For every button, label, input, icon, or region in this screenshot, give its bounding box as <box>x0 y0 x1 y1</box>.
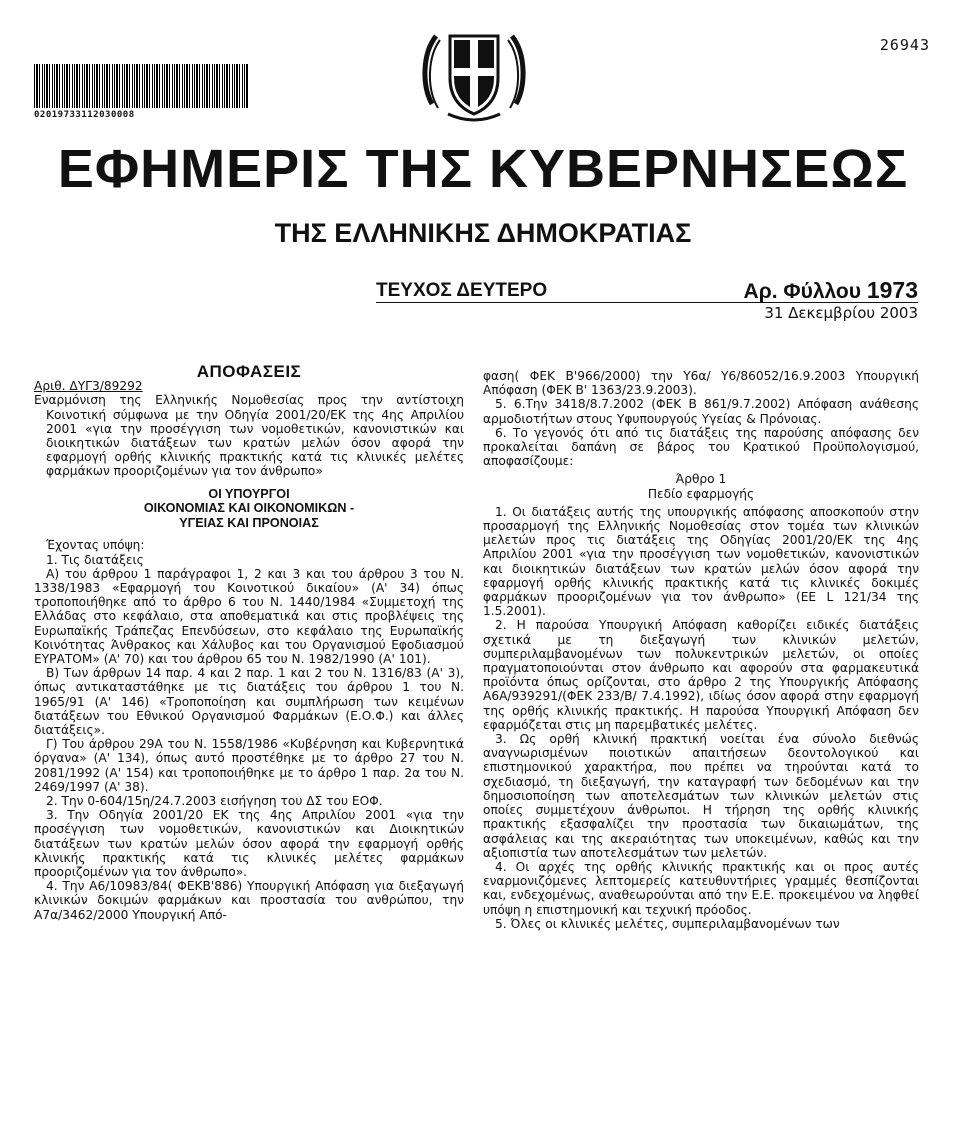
gazette-subtitle: ΤΗΣ ΕΛΛΗΝΙΚΗΣ ΔΗΜΟΚΡΑΤΙΑΣ <box>274 218 692 248</box>
paragraph: 5. Όλες οι κλινικές μελέτες, συμπεριλαμβανομένων των <box>495 916 840 931</box>
page-number: 26943 <box>879 36 930 54</box>
barcode-bars <box>34 64 248 108</box>
paragraph: 6. Το γεγονός ότι από τις διατάξεις της παρούσης απόφασης δεν προκαλείται δαπάνη σε βάρος του Κρατικού Προϋπολογισμού, αποφασίζουμε: <box>483 425 919 469</box>
ministers-heading <box>34 487 464 531</box>
sheet-number-value: 1973 <box>866 277 918 303</box>
decision-title: Εναρμόνιση της Ελληνικής Νομοθεσίας προς την αντίστοιχη Κοινοτική σύμφωνα με την Οδηγία 2001/20/ΕΚ της 4ης Απριλίου 2001 «για την προσέγγιση των νομοθετικών, κανονιστικών και διοικητικών διατάξεων των κρατών μελών όσον αφορά την εφαρμογή ορθής κλινικής πρακτικής κατά τις κλινικές μελέτες φαρμάκων προοριζομένων για τον άνθρωπο» <box>34 393 464 479</box>
having-regard: Έχοντας υπόψη: <box>46 538 145 553</box>
paragraph: 4. Οι αρχές της ορθής κλινικής πρακτικής και οι προς αυτές εναρμονιζόμενες λεπτομερείς κατευθυντήριες γραμμές θεσπίζονται και, ενδεχομένως, αναθεωρούνται από την Ε.Ε. προκειμένου να ληφθεί υπόψη η επιστημονική και τεχνική πρόοδος. <box>483 859 919 917</box>
decision-reference: Αριθ. ΔΥΓ3/89292 <box>34 379 143 394</box>
barcode <box>34 64 248 120</box>
paragraph: Β) Των άρθρων 14 παρ. 4 και 2 παρ. 1 και 2 του Ν. 1316/83 (Α' 3), όπως αντικαταστάθηκε με τις διατάξεις του άρθρου 1 του Ν. 1965/91 (Α' 146) «Τροποποίηση και συμπλήρωση των κειμένων διατάξεων του Εθνικού Οργανισμού Φαρμάκων (Ε.Ο.Φ.) και άλλες διατάξεις». <box>34 666 464 738</box>
issue-type: ΤΕΥΧΟΣ ΔΕΥΤΕΡΟ <box>376 280 548 301</box>
left-column <box>34 362 464 922</box>
sheet-number <box>744 277 918 304</box>
paragraph: 3. Ως ορθή κλινική πρακτική νοείται ένα σύνολο διεθνώς αναγνωρισμένων ποιοτικών απαιτήσεων δεοντολογικού και επιστημονικού χαρακτήρα, που πρέπει να τηρούνται κατά το σχεδιασμό, τη διεξαγωγή, την καταγραφή των δεδομένων και την δημοσιοποίηση των αποτελεσμάτων των κλινικών μελετών στις οποίες συμμετέχουν άνθρωποι. Η τήρηση της ορθής κλινικής πρακτικής εξασφαλίζει την προστασία των δικαιωμάτων, της ασφάλειας και της ακεραιότητας των υποκειμένων, καθώς και την αξιοπιστία των αποτελεσμάτων των μελετών. <box>483 732 919 860</box>
paragraph: 3. Την Οδηγία 2001/20 ΕΚ της 4ης Απριλίου 2001 «για την προσέγγιση των νομοθετικών, κανονιστικών και Διοικητικών διατάξεων των κρατών μελών όσον αφορά την εφαρμογή ορθής κλινικής πρακτικής κατά τις κλινικές μελέτες φαρμάκων προοριζομένων για τον άνθρωπο». <box>34 808 464 880</box>
paragraph: 2. Την 0-604/15η/24.7.2003 εισήγηση του ΔΣ του ΕΟΦ. <box>46 794 383 809</box>
section-title: ΑΠΟΦΑΣΕΙΣ <box>196 362 302 381</box>
sheet-number-label: Αρ. Φύλλου <box>743 280 861 303</box>
paragraph: 2. Η παρούσα Υπουργική Απόφαση καθορίζει ειδικές διατάξεις σχετικά με τη διεξαγωγή των κλινικών μελετών, συμπεριλαμβανομένων των πολυκεντρικών μελετών, οι οποίες πραγματοποιούνται στον άνθρωπο και αφορούν στα φαρμακευτικά προϊόντα όπως ορίζονται, στο άρθρο 2 της Υπουργικής Απόφασης Α6Α/939291/(ΦΕΚ 233/Β/ 7.4.1992), ιδίως όσον αφορά στην εφαρμογή της ορθής κλινικής πρακτικής. Η παρούσα Υπουργική Απόφαση δεν εφαρμόζεται στις μη παρεμβατικές μελέτες. <box>483 618 919 732</box>
article-label: Άρθρο 1 <box>675 472 727 487</box>
paragraph: 1. Τις διατάξεις <box>46 552 144 567</box>
paragraph: 1. Οι διατάξεις αυτής της υπουργικής απόφασης αποσκοπούν στην προσαρμογή της Ελληνικής Νομοθεσίας στον τομέα των κλινικών μελετών προς τις διατάξεις της Οδηγίας 2001/20/ΕΚ της 4ης Απριλίου 2001 «για την προσέγγιση των νομοθετικών, κανονιστικών και διοικητικών διατάξεων των κρατών μελών όσον αφορά την εφαρμογή ορθής κλινικής πρακτικής κατά τις κλινικές δοκιμές φαρμάκων προοριζομένων για τον άνθρωπο» (ΕΕ L 121/34 της 1.5.2001). <box>483 504 919 619</box>
ministers-line-1: ΟΙ ΥΠΟΥΡΓΟΙ <box>208 486 290 501</box>
paragraph: Γ) Του άρθρου 29Α του Ν. 1558/1986 «Κυβέρνηση και Κυβερνητικά όργανα» (Α' 134), όπως αυτό προστέθηκε με το άρθρο 27 του Ν. 2081/1992 (Α' 154) και τροποποιήθηκε με το άρθρο 1 παρ. 2α του Ν. 2469/1997 (Α' 38). <box>34 737 464 794</box>
article-heading <box>483 472 919 500</box>
paragraph: φαση( ΦΕΚ Β'966/2000) την Υ6α/ Υ6/86052/16.9.2003 Υπουργική Απόφαση (ΦΕΚ Β' 1363/23.9.2003). <box>483 369 919 398</box>
article-title: Πεδίο εφαρμογής <box>647 486 755 501</box>
paragraph: 5. 6.Την 3418/8.7.2002 (ΦΕΚ Β 861/9.7.2002) Απόφαση ανάθεσης αρμοδιοτήτων στους Υφυπουργούς Υγείας & Πρόνοιας. <box>483 397 919 426</box>
ministers-line-2: ΟΙΚΟΝΟΜΙΑΣ ΚΑΙ ΟΙΚΟΝΟΜΙΚΩΝ - <box>143 501 355 516</box>
coat-of-arms-emblem <box>418 16 530 128</box>
issue-date: 31 Δεκεμβρίου 2003 <box>764 304 918 322</box>
gazette-title: ΕΦΗΜΕΡΙΣ ΤΗΣ ΚΥΒΕΡΝΗΣΕΩΣ <box>57 139 909 199</box>
paragraph: Α) του άρθρου 1 παράγραφοι 1, 2 και 3 και του άρθρου 3 του Ν. 1338/1983 «Εφαρμογή του Κοινοτικού δικαίου» (Α' 34) όπως τροποποιήθηκε από το άρθρο 6 του Ν. 1440/1984 «Συμμετοχή της Ελλάδας στο κεφάλαιο, στα αποθεματικά και στις προβλέψεις της Ευρωπαϊκής Τράπεζας Επενδύσεων, στο κεφάλαιο της Ευρωπαϊκής Κοινότητας Άνθρακος και Χάλυβος και του Οργανισμού Εφοδιασμού ΕΥΡΑΤΟΜ» (Α' 70) και του άρθρου 65 του Ν. 1982/1990 (Α' 101). <box>34 566 464 667</box>
ministers-line-3: ΥΓΕΙΑΣ ΚΑΙ ΠΡΟΝΟΙΑΣ <box>179 515 319 530</box>
right-column <box>483 369 919 931</box>
masthead-rule <box>376 302 918 303</box>
barcode-number: 02019733112030008 <box>34 110 135 120</box>
paragraph: 4. Την Α6/10983/84( ΦΕΚΒ'886) Υπουργική Απόφαση για διεξαγωγή κλινικών δοκιμών φαρμάκων και προστασία του ανθρώπου, την Α7α/3462/2000 Υπουργική Από- <box>34 879 464 922</box>
